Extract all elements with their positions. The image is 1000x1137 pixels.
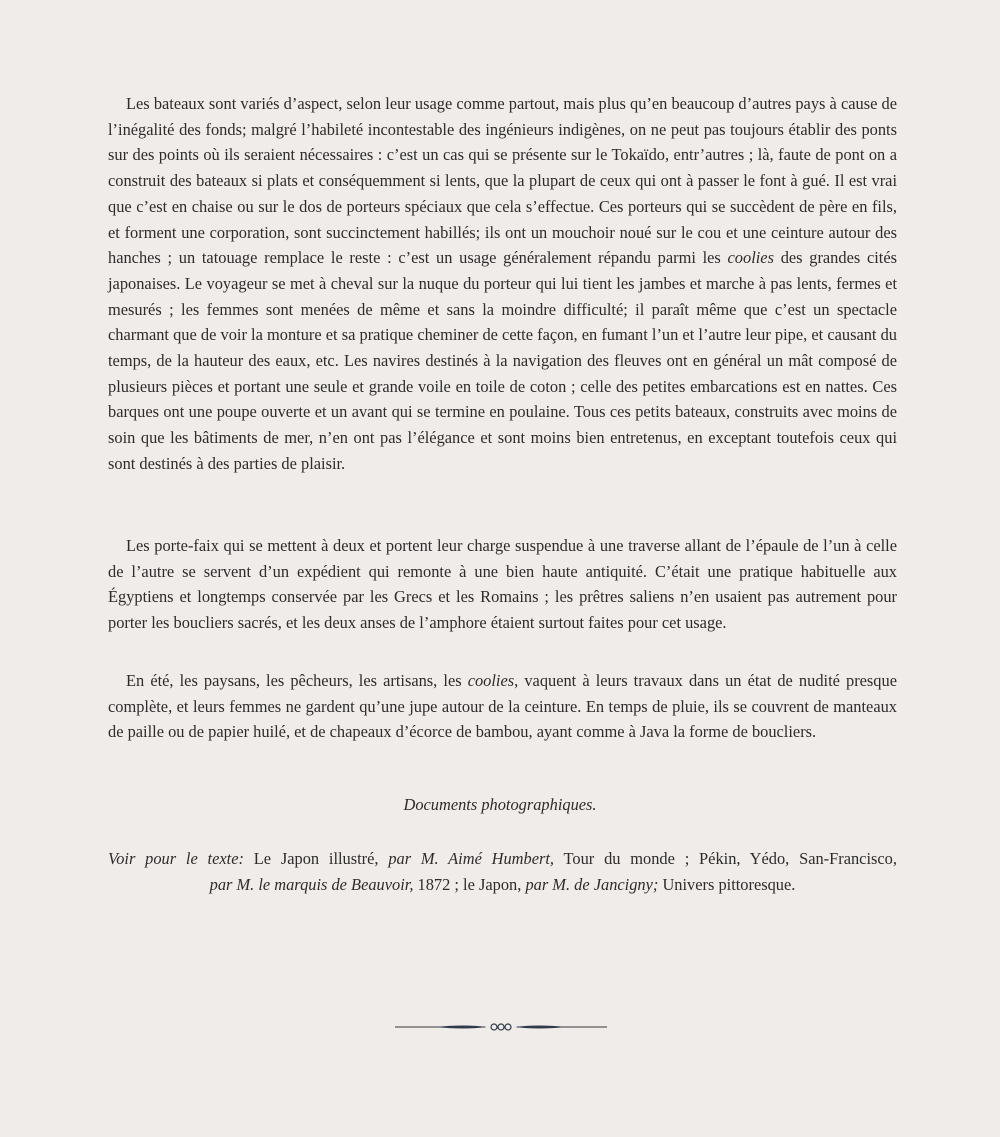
sources-note	[108, 846, 897, 897]
source-title: Tour du monde ; Pékin, Yédo, San-Francisco,	[563, 849, 897, 868]
paragraph-boats	[108, 91, 897, 477]
source-author: par M. le marquis de Beauvoir,	[209, 874, 414, 894]
paragraph-summer-text-1: En été, les paysans, les pêcheurs, les artisans, les	[126, 671, 462, 690]
paragraph-porters-text: Les porte-faix qui se mettent à deux et portent leur charge suspendue à une traverse allant de l’épaule de l’un à celle de l’autre se servent d’un expédient qui remonte à une bien haute antiquité. C’était une pratique habituelle aux Égyptiens et longtemps conservée par les Grecs et les Romains ; les prêtres saliens n’en usaient pas autrement pour porter les boucliers sacrés, et les deux anses de l’amphore étaient surtout faites pour cet usage.	[108, 536, 897, 633]
paragraph-porters	[108, 533, 897, 636]
sources-heading: Documents photographiques.	[403, 795, 597, 814]
paragraph-summer-text-2: , vaquent à leurs travaux dans un état de nudité presque complète, et leurs femmes ne gardent qu’une jupe autour de la ceinture. En temps de pluie, ils se couvrent de manteaux de paille ou de papier huilé, et de chapeaux d’écorce de bambou, ayant comme à Java la forme de boucliers.	[108, 671, 897, 742]
ornament-divider	[395, 1018, 607, 1036]
source-author: par M. de Jancigny;	[525, 874, 659, 894]
coolies-term: coolies	[467, 671, 515, 690]
source-title: Le Japon illustré,	[253, 849, 379, 868]
source-author: par M. Aimé Humbert,	[388, 849, 555, 868]
source-title: Univers pittoresque.	[662, 874, 796, 894]
sources-intro: Voir pour le texte:	[108, 849, 244, 868]
paragraph-boats-text-2: des grandes cités japonaises. Le voyageur se met à cheval sur la nuque du porteur qui lui tient les jambes et marche à pas lents, fermes et mesurés ; les femmes sont menées de même et sans la moindre difficulté; il paraît même que c’est un spectacle charmant que de voir la monture et sa pratique cheminer de cette façon, en fumant l’un et l’autre leur pipe, et causant du temps, de la hauteur des eaux, etc. Les navires destinés à la navigation des fleuves ont en général un mât composé de plusieurs pièces et portant une seule et grande voile en toile de coton ; celle des petites embarcations est en nattes. Ces barques ont une poupe ouverte et un avant qui se termine en poulaine. Tous ces petits bateaux, construits avec moins de soin que les bâtiments de mer, n’en ont pas l’élégance et sont moins bien entretenus, en exceptant toutefois ceux qui sont destinés à des parties de plaisir.	[108, 248, 897, 473]
paragraph-boats-text-1: Les bateaux sont variés d’aspect, selon leur usage comme partout, mais plus qu’en beaucoup d’autres pays à cause de l’inégalité des fonds; malgré l’habileté incontestable des ingénieurs indigènes, on ne peut pas toujours établir des ponts sur des points où ils seraient nécessaires : c’est un cas qui se présente sur le Tokaïdo, entr’autres ; là, faute de pont on a construit des bateaux si plats et conséquemment si lents, que la plupart de ceux qui ont à passer le font à gué. Il est vrai que c’est en chaise ou sur le dos de porteurs spéciaux que cela s’effectue. Ces porteurs qui se succèdent de père en fils, et forment une corporation, sont succinctement habillés; ils ont un mouchoir noué sur le cou et une ceinture autour des hanches ; un tatouage remplace le reste : c’est un usage généralement répandu parmi les	[108, 94, 897, 268]
source-title: 1872 ; le Japon,	[417, 874, 522, 894]
coolies-term: coolies	[727, 248, 774, 268]
paragraph-summer	[108, 668, 897, 745]
